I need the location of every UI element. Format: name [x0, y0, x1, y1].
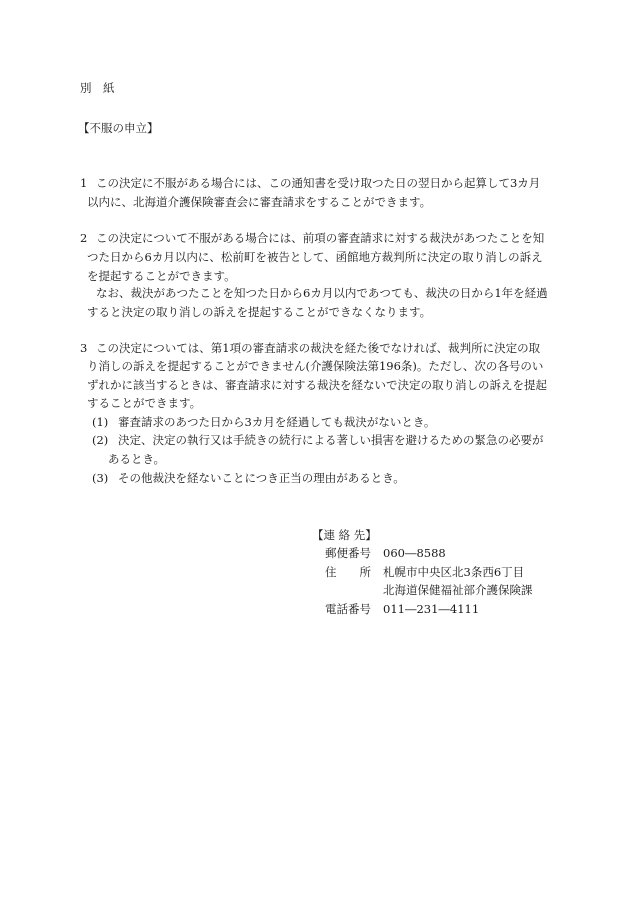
paragraph-number: 3: [80, 341, 88, 355]
section-title: 【不服の申立】: [78, 121, 159, 135]
paragraph-line: することができます。: [87, 396, 202, 410]
paragraph-note-line: なお、裁決があつたことを知つた日から6カ月以内であつても、裁決の日から1年を経過: [96, 286, 548, 300]
subitem-number: (2): [92, 433, 109, 447]
postal-code-label: 郵便番号: [325, 546, 371, 560]
subitem-line: あるとき。: [108, 452, 166, 466]
subitem-line: 決定、決定の執行又は手続きの続行による著しい損害を避けるための緊急の必要が: [118, 433, 544, 447]
paragraph-number: 2: [80, 231, 88, 245]
subitem-line: 審査請求のあつた日から3カ月を経過しても裁決がないとき。: [118, 415, 436, 429]
paragraph-line: 以内に、北海道介護保険審査会に審査請求をすることができます。: [87, 195, 432, 209]
paragraph-line: つた日から6カ月以内に、松前町を被告として、函館地方裁判所に決定の取り消しの訴え: [87, 250, 543, 264]
paragraph-number: 1: [80, 176, 88, 190]
contact-title: 【連 絡 先】: [312, 528, 377, 542]
paragraph-line: り消しの訴えを提起することができません(介護保険法第196条)。ただし、次の各号のい: [87, 359, 544, 373]
address-label: 住 所: [325, 565, 371, 579]
postal-code-value: 060―8588: [383, 546, 446, 560]
subitem-number: (3): [92, 471, 109, 485]
attachment-label: 別 紙: [80, 81, 115, 95]
phone-value: 011―231―4111: [383, 602, 480, 616]
paragraph-line: ずれかに該当するときは、審査請求に対する裁決を経ないで決定の取り消しの訴えを提起: [87, 378, 547, 392]
paragraph-line: この決定に不服がある場合には、この通知書を受け取つた日の翌日から起算して3カ月: [96, 176, 541, 190]
paragraph-line: この決定については、第1項の審査請求の裁決を経た後でなければ、裁判所に決定の取: [96, 341, 541, 355]
address-line: 北海道保健福祉部介護保険課: [383, 583, 533, 597]
subitem-line: その他裁決を経ないことにつき正当の理由があるとき。: [118, 471, 405, 485]
subitem-number: (1): [92, 415, 109, 429]
address-line: 札幌市中央区北3条西6丁目: [383, 565, 525, 579]
paragraph-note-line: すると決定の取り消しの訴えを提起することができなくなります。: [87, 305, 432, 319]
phone-label: 電話番号: [325, 602, 371, 616]
paragraph-line: を提起することができます。: [87, 269, 236, 283]
paragraph-line: この決定について不服がある場合には、前項の審査請求に対する裁決があつたことを知: [96, 231, 545, 245]
